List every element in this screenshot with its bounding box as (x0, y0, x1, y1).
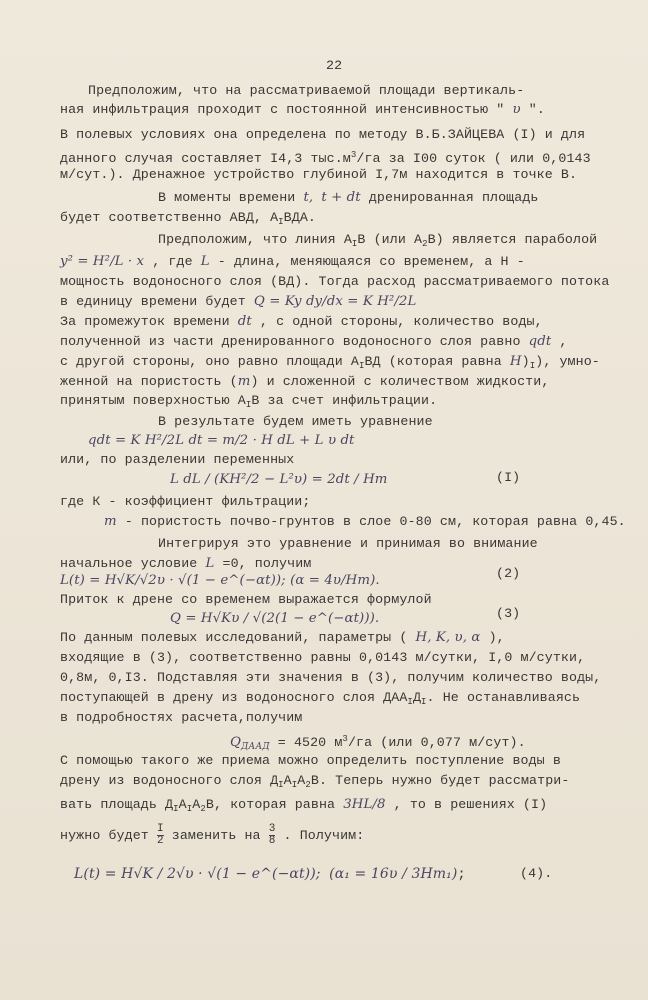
text-line: ная инфильтрация проходит с постоянной интенсивностью " υ ". (60, 102, 545, 117)
text-line: m - пористость почво-грунтов в слое 0-80 см, которая равна 0,45. (104, 514, 626, 529)
equation-4: L(t) = H√K / 2√υ · √(1 − e^(−αt)); (α₁ = 16υ / 3Hm₁); (74, 866, 466, 883)
fraction-one-half: $\frac{I}{2}$ (156, 823, 164, 847)
text-line: данного случая составляет I4,3 $тыс.м^3/га$ за I00 суток ( или 0,0143 (60, 150, 591, 166)
text-line: По данным полевых исследований, параметры ( H, K, υ, α ), (60, 630, 505, 645)
formula-Q: Q = Ky dy/dx = K H²/2L (253, 294, 417, 309)
text-line: За промежуток времени dt , с одной стороны, количество воды, (60, 314, 543, 329)
page-number: 22 (326, 58, 343, 73)
text-line: или, по разделении переменных (60, 452, 295, 467)
result-line: $Q_{ДААД} = 4520$ $м^3/га$ (или 0,077 м/сут). (230, 734, 526, 752)
text-line: будет соответственно АВД, $А_IВДА$. (60, 210, 316, 227)
equation-label-3: (3) (496, 606, 521, 621)
text-line: 0,8м, 0,I3. Подставляя эти значения в (3), получим количество воды, (60, 670, 602, 685)
text-line: где К - коэффициент фильтрации; (60, 494, 311, 509)
text-line: мощность водоносного слоя (ВД). Тогда расход рассматриваемого потока (60, 274, 610, 289)
text-line: Предположим, что на рассматриваемой площади вертикаль- (88, 83, 525, 98)
text-line: вать площадь $Д_IА_IА_2В$, которая равна 3HL/8 , то в решениях (I) (60, 797, 548, 814)
equation-2: L(t) = H√K/√2υ · √(1 − e^(−αt)); (α = 4υ/Hm). (60, 573, 380, 588)
fraction-three-eighths: $\frac{3}{8}$ (268, 823, 276, 847)
text-line: С помощью такого же приема можно определить поступление воды в (60, 753, 561, 768)
equation-ode: qdt = K H²/2L dt = m/2 · H dL + L υ dt (88, 433, 355, 448)
text-line: Приток к дрене со временем выражается формулой (60, 592, 432, 607)
handwritten-u: υ (512, 102, 521, 117)
text-line: поступающей в дрену из водоносного слоя $ДАА_IД_I$. Не останавливаясь (60, 690, 581, 707)
formula-parabola: y² = H²/L · x (60, 254, 145, 269)
text-line: женной на пористость (m) и сложенной с количеством жидкости, (60, 374, 550, 389)
equation-label-I: (I) (496, 470, 521, 485)
text-line: полученной из части дренированного водоносного слоя равно qdt , (60, 334, 568, 349)
text-line: принятым поверхностью $А_IВ$ за счет инфильтрации. (60, 393, 438, 410)
text-line: y² = H²/L · x , где L - длина, меняющаяся со временем, а Н - (60, 254, 525, 269)
equation-label-2: (2) (496, 566, 521, 581)
text-line: В результате будем иметь уравнение (158, 414, 433, 429)
text-line: входящие в (3), соответственно равны 0,0143 м/сутки, I,0 м/сутки, (60, 650, 586, 665)
text-line: м/сут.). Дренажное устройство глубиной I,7м находится в точке В. (60, 167, 578, 182)
equation-label-4: (4). (520, 866, 553, 881)
text-line: в единицу времени будет Q = Ky dy/dx = K H²/2L (60, 294, 417, 309)
equation-I: L dL / (KH²/2 − L²υ) = 2dt / Hm (170, 472, 388, 487)
text-line: В моменты времени t, t + dt дренированная площадь (158, 190, 539, 205)
text-line: Предположим, что линия $А_IВ$ (или $А_2В$) является параболой (158, 232, 598, 249)
text-line: дрену из водоносного слоя $Д_IА_IА_2В$. Теперь нужно будет рассматри- (60, 773, 570, 790)
text-line: начальное условие L =0, получим (60, 556, 312, 571)
text-line: В полевых условиях она определена по методу В.Б.ЗАЙЦЕВА (I) и для (60, 127, 586, 142)
text-line: нужно будет $\frac{I}{2}$ заменить на $\frac{3}{8}$ . Получим: (60, 823, 365, 847)
text-line: Интегрируя это уравнение и принимая во внимание (158, 536, 538, 551)
text-line: с другой стороны, оно равно площади $А_IВД$ (которая равна $H)_I$), умно- (60, 354, 600, 371)
text-line: в подробностях расчета,получим (60, 710, 303, 725)
equation-3: Q = H√Kυ / √(2(1 − e^(−αt))). (170, 611, 380, 626)
